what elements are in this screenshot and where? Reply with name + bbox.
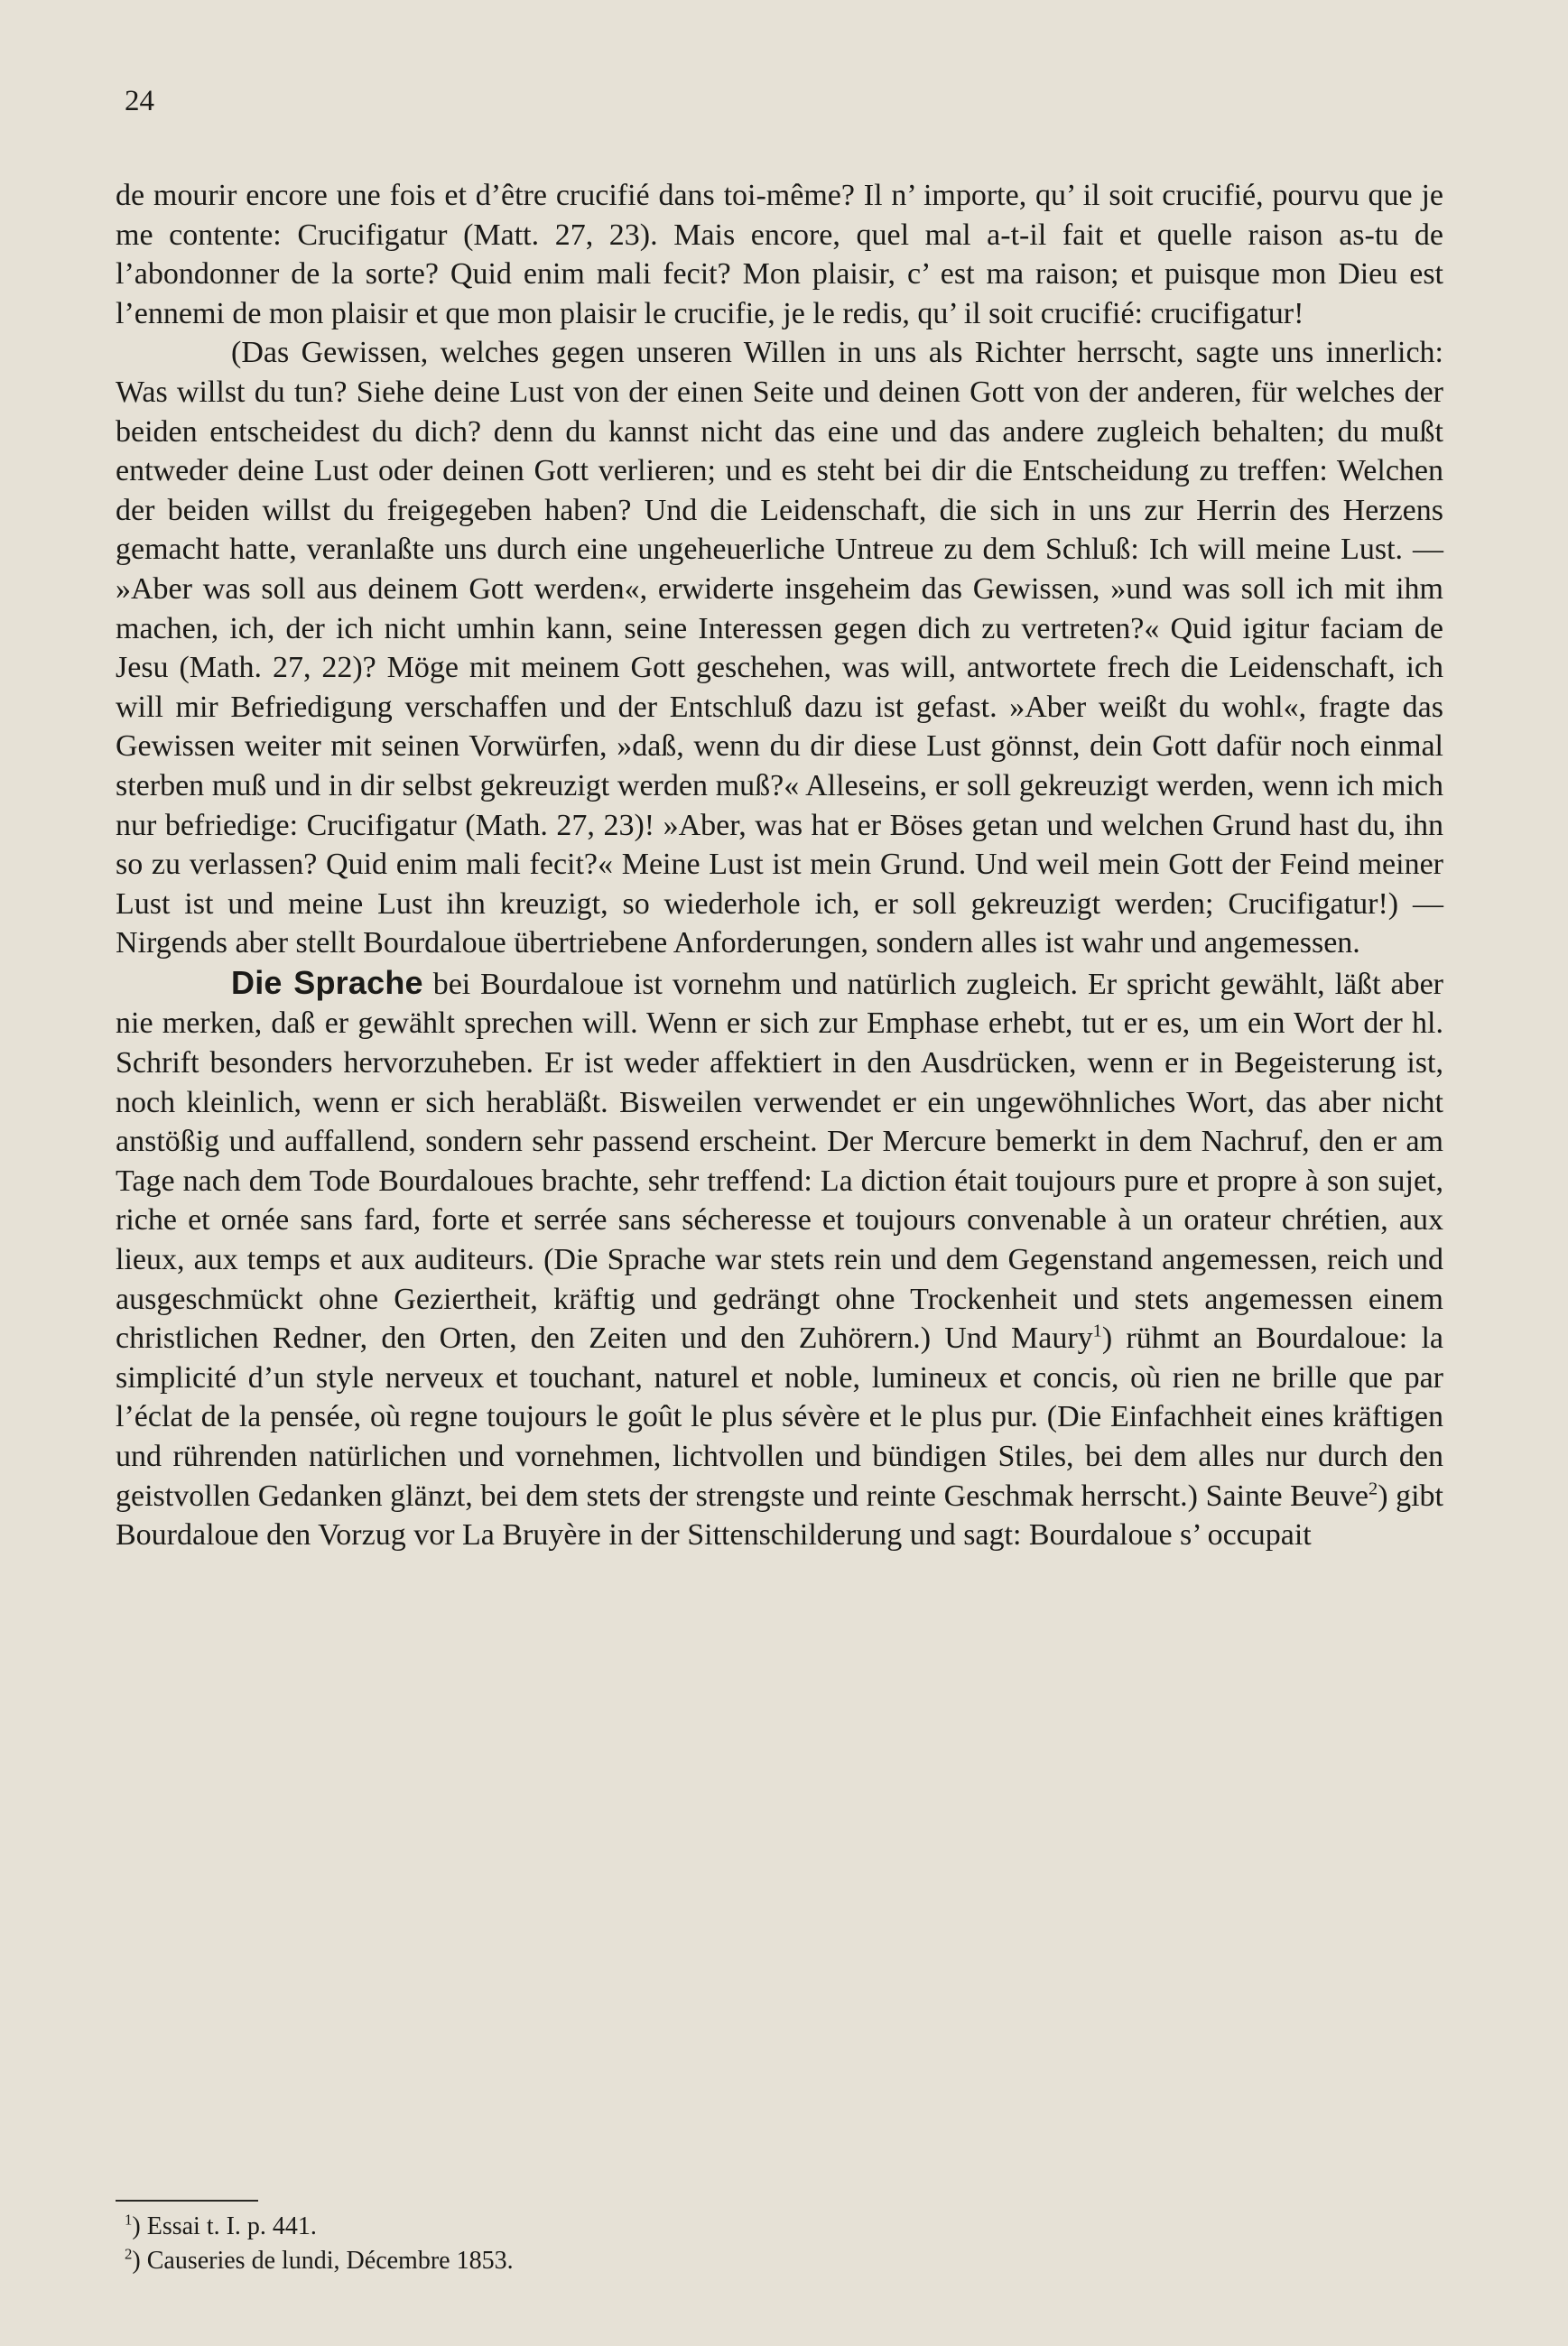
- footnote-marker-1: 1: [125, 2211, 133, 2229]
- footnote-divider: [116, 2200, 258, 2202]
- footnote-text-2: ) Causeries de lundi, Décembre 1853.: [132, 2247, 514, 2275]
- paragraph-text-part-3: ) gibt Bourdaloue den Vorzug vor La Bruyère in der Sittenschilderung und sagt: Bourdaloue s’ occupait: [116, 1479, 1443, 1553]
- paragraph-text-part-2: ) rühmt an Bourdaloue: la simplicité d’un style nerveux et touchant, naturel et noble, lumineux et concis, où rien ne brille que par l’éclat de la pensée, où regne toujours le goût le plus sévère et le plus pur. (Die Einfachheit eines kräftigen und rührenden natürlichen und vornehmen, lichtvollen und bündigen Stiles, bei dem alles nur durch den geistvollen Gedanken glänzt, bei dem stets der strengste und reinte Geschmak herrscht.) Sainte Beuve: [116, 1321, 1443, 1513]
- paragraph-die-sprache: [116, 963, 1443, 1555]
- paragraph-german-translation: (Das Gewissen, welches gegen unseren Willen in uns als Richter herrscht, sagte uns innerlich: Was willst du tun? Siehe deine Lust von der einen Seite und deinen Gott von der anderen, für welches der beiden entscheidest du dich? denn du kannst nicht das eine und das andere zugleich behalten; du mußt entweder deine Lust oder deinen Gott verlieren; und es steht bei dir die Entscheidung zu treffen: Welchen der beiden willst du freigegeben haben? Und die Leidenschaft, die sich in uns zur Herrin des Herzens gemacht hatte, veranlaßte uns durch eine ungeheuerliche Untreue zu dem Schluß: Ich will meine Lust. — »Aber was soll aus deinem Gott werden«, erwiderte insgeheim das Gewissen, »und was soll ich mit ihm machen, ich, der ich nicht umhin kann, seine Interessen gegen dich zu vertreten?« Quid igitur faciam de Jesu (Math. 27, 22)? Möge mit meinem Gott geschehen, was will, antwortete frech die Leidenschaft, ich will mir Befriedigung verschaffen und der Entschluß dazu ist gefast. »Aber weißt du wohl«, fragte das Gewissen weiter mit seinen Vorwürfen, »daß, wenn du dir diese Lust gönnst, dein Gott dafür noch einmal sterben muß und in dir selbst gekreuzigt werden muß?« Alleseins, er soll gekreuzigt werden, wenn ich mich nur befriedige: Crucifigatur (Math. 27, 23)! »Aber, was hat er Böses getan und welchen Grund hast du, ihn so zu verlassen? Quid enim mali fecit?« Meine Lust ist mein Grund. Und weil mein Gott der Feind meiner Lust ist und meine Lust ihn kreuzigt, so wiederhole ich, er soll gekreuzigt werden; Crucifigatur!) — Nirgends aber stellt Bourdaloue übertriebene Anforderungen, sondern alles ist wahr und angemessen.: [116, 336, 1443, 960]
- footnote-2: [125, 2244, 1424, 2278]
- footnotes: [125, 2210, 1424, 2278]
- footnote-reference-2: 2: [1369, 1479, 1378, 1499]
- footnote-1: [125, 2210, 1424, 2244]
- footnote-reference-1: 1: [1092, 1321, 1102, 1341]
- paragraph-text-part-1: bei Bourdaloue ist vornehm und natürlich zugleich. Er spricht gewählt, läßt aber nie merken, daß er gewählt sprechen will. Wenn er sich zur Emphase erhebt, tut er es, um ein Wort der hl. Schrift besonders hervorzuheben. Er ist weder affektiert in den Ausdrücken, wenn er in Begeisterung ist, noch kleinlich, wenn er sich herabläßt. Bisweilen verwendet er ein ungewöhnliches Wort, das aber nicht anstößig und auffallend, sondern sehr passend erscheint. Der Mercure bemerkt in dem Nachruf, den er am Tage nach dem Tode Bourdaloues brachte, sehr treffend: La diction était toujours pure et propre à son sujet, riche et ornée sans fard, forte et serrée sans sécheresse et toujours convenable à un orateur chrétien, aux lieux, aux temps et aux auditeurs. (Die Sprache war stets rein und dem Gegenstand angemessen, reich und ausgeschmückt ohne Geziertheit, kräftig und gedrängt ohne Trockenheit und stets angemessen einem christlichen Redner, den Orten, den Zeiten und den Zuhörern.) Und Maury: [116, 967, 1444, 1356]
- body-text: [116, 176, 1443, 1555]
- section-heading-die-sprache: Die Sprache: [231, 963, 423, 1001]
- page-number: 24: [125, 85, 154, 117]
- footnote-text-1: ) Essai t. I. p. 441.: [132, 2212, 317, 2240]
- footnote-marker-2: 2: [125, 2245, 133, 2263]
- paragraph-french-quote: de mourir encore une fois et d’être crucifié dans toi-même? Il n’ importe, qu’ il soit crucifié, pourvu que je me contente: Crucifigatur (Matt. 27, 23). Mais encore, quel mal a-t-il fait et quelle raison as-tu de l’abondonner de la sorte? Quid enim mali fecit? Mon plaisir, c’ est ma raison; et puisque mon Dieu est l’ennemi de mon plaisir et que mon plaisir le crucifie, je le redis, qu’ il soit crucifié: crucifigatur!: [116, 179, 1443, 330]
